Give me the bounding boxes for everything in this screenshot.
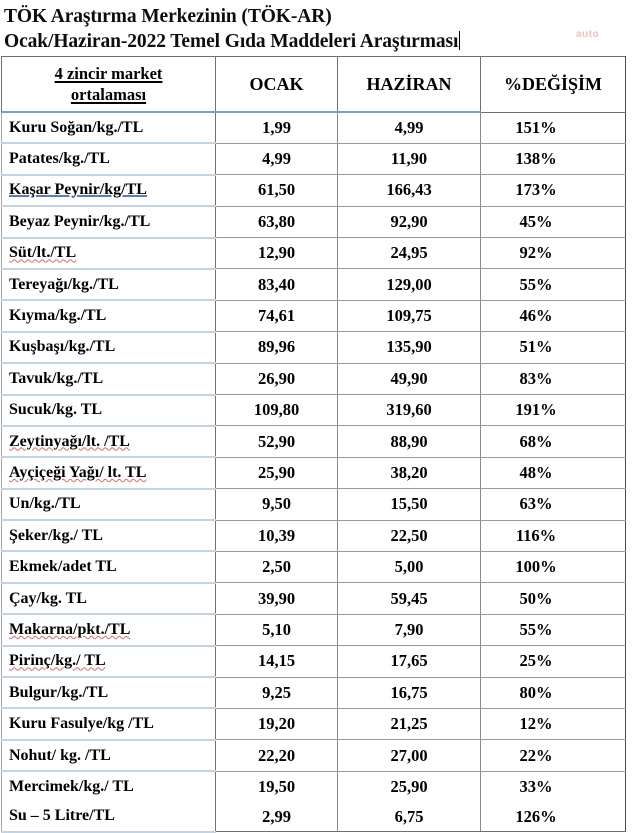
cell-item-name — [2, 551, 216, 582]
item-label: Patates/kg./TL — [9, 150, 110, 168]
cell-item-name — [2, 771, 216, 801]
cell-haziran-value: 92,90 — [338, 206, 481, 237]
price-comparison-table — [1, 56, 626, 833]
cell-item-name — [2, 363, 216, 394]
table-row — [2, 395, 626, 426]
cell-ocak-value: 25,90 — [216, 457, 338, 488]
item-label: Şeker/kg./ TL — [9, 526, 103, 544]
table-row — [2, 771, 626, 801]
cell-item-name — [2, 708, 216, 739]
cell-item-name — [2, 112, 216, 143]
cell-degisim-value: 63% — [481, 489, 626, 520]
item-label: Un/kg./TL — [9, 495, 81, 513]
cell-item-name — [2, 740, 216, 771]
item-label: Kuşbaşı/kg./TL — [9, 338, 116, 356]
item-label: Pirinç/kg./ TL — [9, 652, 106, 670]
cell-haziran-value: 6,75 — [338, 802, 481, 832]
cell-ocak-value: 4,99 — [216, 143, 338, 174]
cell-ocak-value: 9,25 — [216, 677, 338, 708]
item-label: Tavuk/kg./TL — [9, 369, 104, 387]
column-header-degisim: %DEĞİŞİM — [481, 57, 626, 113]
cell-item-name — [2, 395, 216, 426]
cell-item-name — [2, 614, 216, 645]
cell-degisim-value: 191% — [481, 395, 626, 426]
table-row — [2, 238, 626, 269]
item-label: Ayçiçeği Yağı/ lt. TL — [9, 463, 147, 481]
title-block — [0, 0, 640, 56]
cell-haziran-value: 24,95 — [338, 238, 481, 269]
item-label: Süt/lt./TL — [9, 244, 77, 262]
cell-degisim-value: 33% — [481, 771, 626, 801]
table-row — [2, 740, 626, 771]
cell-item-name — [2, 583, 216, 614]
cell-item-name — [2, 426, 216, 457]
item-label: Mercimek/kg./ TL — [9, 777, 134, 795]
table-row — [2, 363, 626, 394]
cell-ocak-value: 2,50 — [216, 551, 338, 582]
cell-haziran-value: 49,90 — [338, 363, 481, 394]
cell-haziran-value: 16,75 — [338, 677, 481, 708]
cell-ocak-value: 74,61 — [216, 300, 338, 331]
cell-degisim-value: 25% — [481, 646, 626, 677]
table-row — [2, 520, 626, 551]
item-label: Tereyağı/kg./TL — [9, 275, 119, 293]
table-row — [2, 300, 626, 331]
column-header-ocak: OCAK — [216, 57, 338, 113]
cell-ocak-value: 10,39 — [216, 520, 338, 551]
table-row — [2, 269, 626, 300]
cell-degisim-value: 173% — [481, 175, 626, 206]
cell-degisim-value: 138% — [481, 143, 626, 174]
cell-degisim-value: 126% — [481, 802, 626, 832]
cell-item-name — [2, 520, 216, 551]
cell-haziran-value: 135,90 — [338, 332, 481, 363]
cell-item-name — [2, 238, 216, 269]
item-label: Su – 5 Litre/TL — [9, 807, 115, 825]
item-label: Makarna/pkt./TL — [9, 620, 131, 638]
table-row — [2, 457, 626, 488]
table-row — [2, 708, 626, 739]
cell-haziran-value: 38,20 — [338, 457, 481, 488]
cell-haziran-value: 109,75 — [338, 300, 481, 331]
column-header-item — [2, 57, 216, 113]
item-label: Ekmek/adet TL — [9, 558, 117, 576]
cell-item-name — [2, 206, 216, 237]
item-label: Kaşar Peynir/kg/TL — [9, 181, 147, 199]
table-row — [2, 646, 626, 677]
cell-haziran-value: 17,65 — [338, 646, 481, 677]
cell-degisim-value: 46% — [481, 300, 626, 331]
table-row — [2, 677, 626, 708]
report-title-line-2 — [4, 29, 640, 54]
cell-haziran-value: 59,45 — [338, 583, 481, 614]
cell-item-name — [2, 143, 216, 174]
cell-haziran-value: 129,00 — [338, 269, 481, 300]
cell-ocak-value: 63,80 — [216, 206, 338, 237]
table-row — [2, 332, 626, 363]
cell-ocak-value: 89,96 — [216, 332, 338, 363]
table-header — [2, 57, 626, 113]
cell-item-name — [2, 802, 216, 832]
item-label: Kuru Fasulye/kg /TL — [9, 715, 154, 733]
table-row — [2, 551, 626, 582]
cell-haziran-value: 11,90 — [338, 143, 481, 174]
table-row — [2, 489, 626, 520]
cell-haziran-value: 21,25 — [338, 708, 481, 739]
cell-ocak-value: 2,99 — [216, 802, 338, 832]
cell-ocak-value: 9,50 — [216, 489, 338, 520]
cell-degisim-value: 55% — [481, 614, 626, 645]
cell-haziran-value: 15,50 — [338, 489, 481, 520]
cell-haziran-value: 5,00 — [338, 551, 481, 582]
cell-item-name — [2, 489, 216, 520]
cell-ocak-value: 5,10 — [216, 614, 338, 645]
cell-item-name — [2, 457, 216, 488]
cell-haziran-value: 27,00 — [338, 740, 481, 771]
cell-ocak-value: 109,80 — [216, 395, 338, 426]
cell-haziran-value: 22,50 — [338, 520, 481, 551]
cell-item-name — [2, 332, 216, 363]
cell-degisim-value: 100% — [481, 551, 626, 582]
cell-degisim-value: 51% — [481, 332, 626, 363]
report-title-line-2-text: Ocak/Haziran-2022 Temel Gıda Maddeleri Araştırması — [4, 31, 459, 52]
text-caret — [459, 31, 460, 50]
cell-degisim-value: 48% — [481, 457, 626, 488]
cell-degisim-value: 68% — [481, 426, 626, 457]
cell-degisim-value: 22% — [481, 740, 626, 771]
cell-ocak-value: 39,90 — [216, 583, 338, 614]
table-row — [2, 143, 626, 174]
cell-haziran-value: 88,90 — [338, 426, 481, 457]
cell-degisim-value: 45% — [481, 206, 626, 237]
table-body — [2, 112, 626, 832]
item-label: Kıyma/kg./TL — [9, 307, 107, 325]
table-row — [2, 802, 626, 832]
item-label: Nohut/ kg. /TL — [9, 746, 111, 764]
item-label: Beyaz Peynir/kg./TL — [9, 212, 151, 230]
table-row — [2, 583, 626, 614]
column-header-item-line1: 4 zincir market — [54, 64, 163, 83]
cell-haziran-value: 319,60 — [338, 395, 481, 426]
cell-ocak-value: 19,50 — [216, 771, 338, 801]
cell-haziran-value: 25,90 — [338, 771, 481, 801]
cell-item-name — [2, 269, 216, 300]
cell-degisim-value: 83% — [481, 363, 626, 394]
cell-degisim-value: 80% — [481, 677, 626, 708]
cell-degisim-value: 116% — [481, 520, 626, 551]
cell-haziran-value: 4,99 — [338, 112, 481, 143]
column-header-item-line2: ortalaması — [70, 85, 147, 104]
cell-ocak-value: 1,99 — [216, 112, 338, 143]
report-title-line-1: TÖK Araştırma Merkezinin (TÖK-AR) — [4, 6, 332, 27]
item-label: Sucuk/kg. TL — [9, 401, 103, 419]
cell-ocak-value: 83,40 — [216, 269, 338, 300]
cell-degisim-value: 50% — [481, 583, 626, 614]
item-label: Kuru Soğan/kg./TL — [9, 118, 144, 136]
cell-ocak-value: 22,20 — [216, 740, 338, 771]
cell-haziran-value: 166,43 — [338, 175, 481, 206]
cell-item-name — [2, 646, 216, 677]
item-label: Çay/kg. TL — [9, 589, 87, 607]
red-annotation-mark: auto — [576, 29, 600, 40]
table-row — [2, 175, 626, 206]
item-label: Zeytinyağı/lt. /TL — [9, 432, 130, 450]
table-row — [2, 614, 626, 645]
cell-degisim-value: 55% — [481, 269, 626, 300]
cell-ocak-value: 14,15 — [216, 646, 338, 677]
cell-ocak-value: 19,20 — [216, 708, 338, 739]
cell-item-name — [2, 175, 216, 206]
cell-ocak-value: 12,90 — [216, 238, 338, 269]
cell-ocak-value: 61,50 — [216, 175, 338, 206]
cell-degisim-value: 151% — [481, 112, 626, 143]
cell-item-name — [2, 300, 216, 331]
item-label: Bulgur/kg./TL — [9, 683, 109, 701]
table-row — [2, 112, 626, 143]
cell-degisim-value: 92% — [481, 238, 626, 269]
table-row — [2, 426, 626, 457]
column-header-haziran: HAZİRAN — [338, 57, 481, 113]
header-row — [2, 57, 626, 113]
cell-haziran-value: 7,90 — [338, 614, 481, 645]
cell-ocak-value: 52,90 — [216, 426, 338, 457]
cell-item-name — [2, 677, 216, 708]
cell-degisim-value: 12% — [481, 708, 626, 739]
table-row — [2, 206, 626, 237]
cell-ocak-value: 26,90 — [216, 363, 338, 394]
